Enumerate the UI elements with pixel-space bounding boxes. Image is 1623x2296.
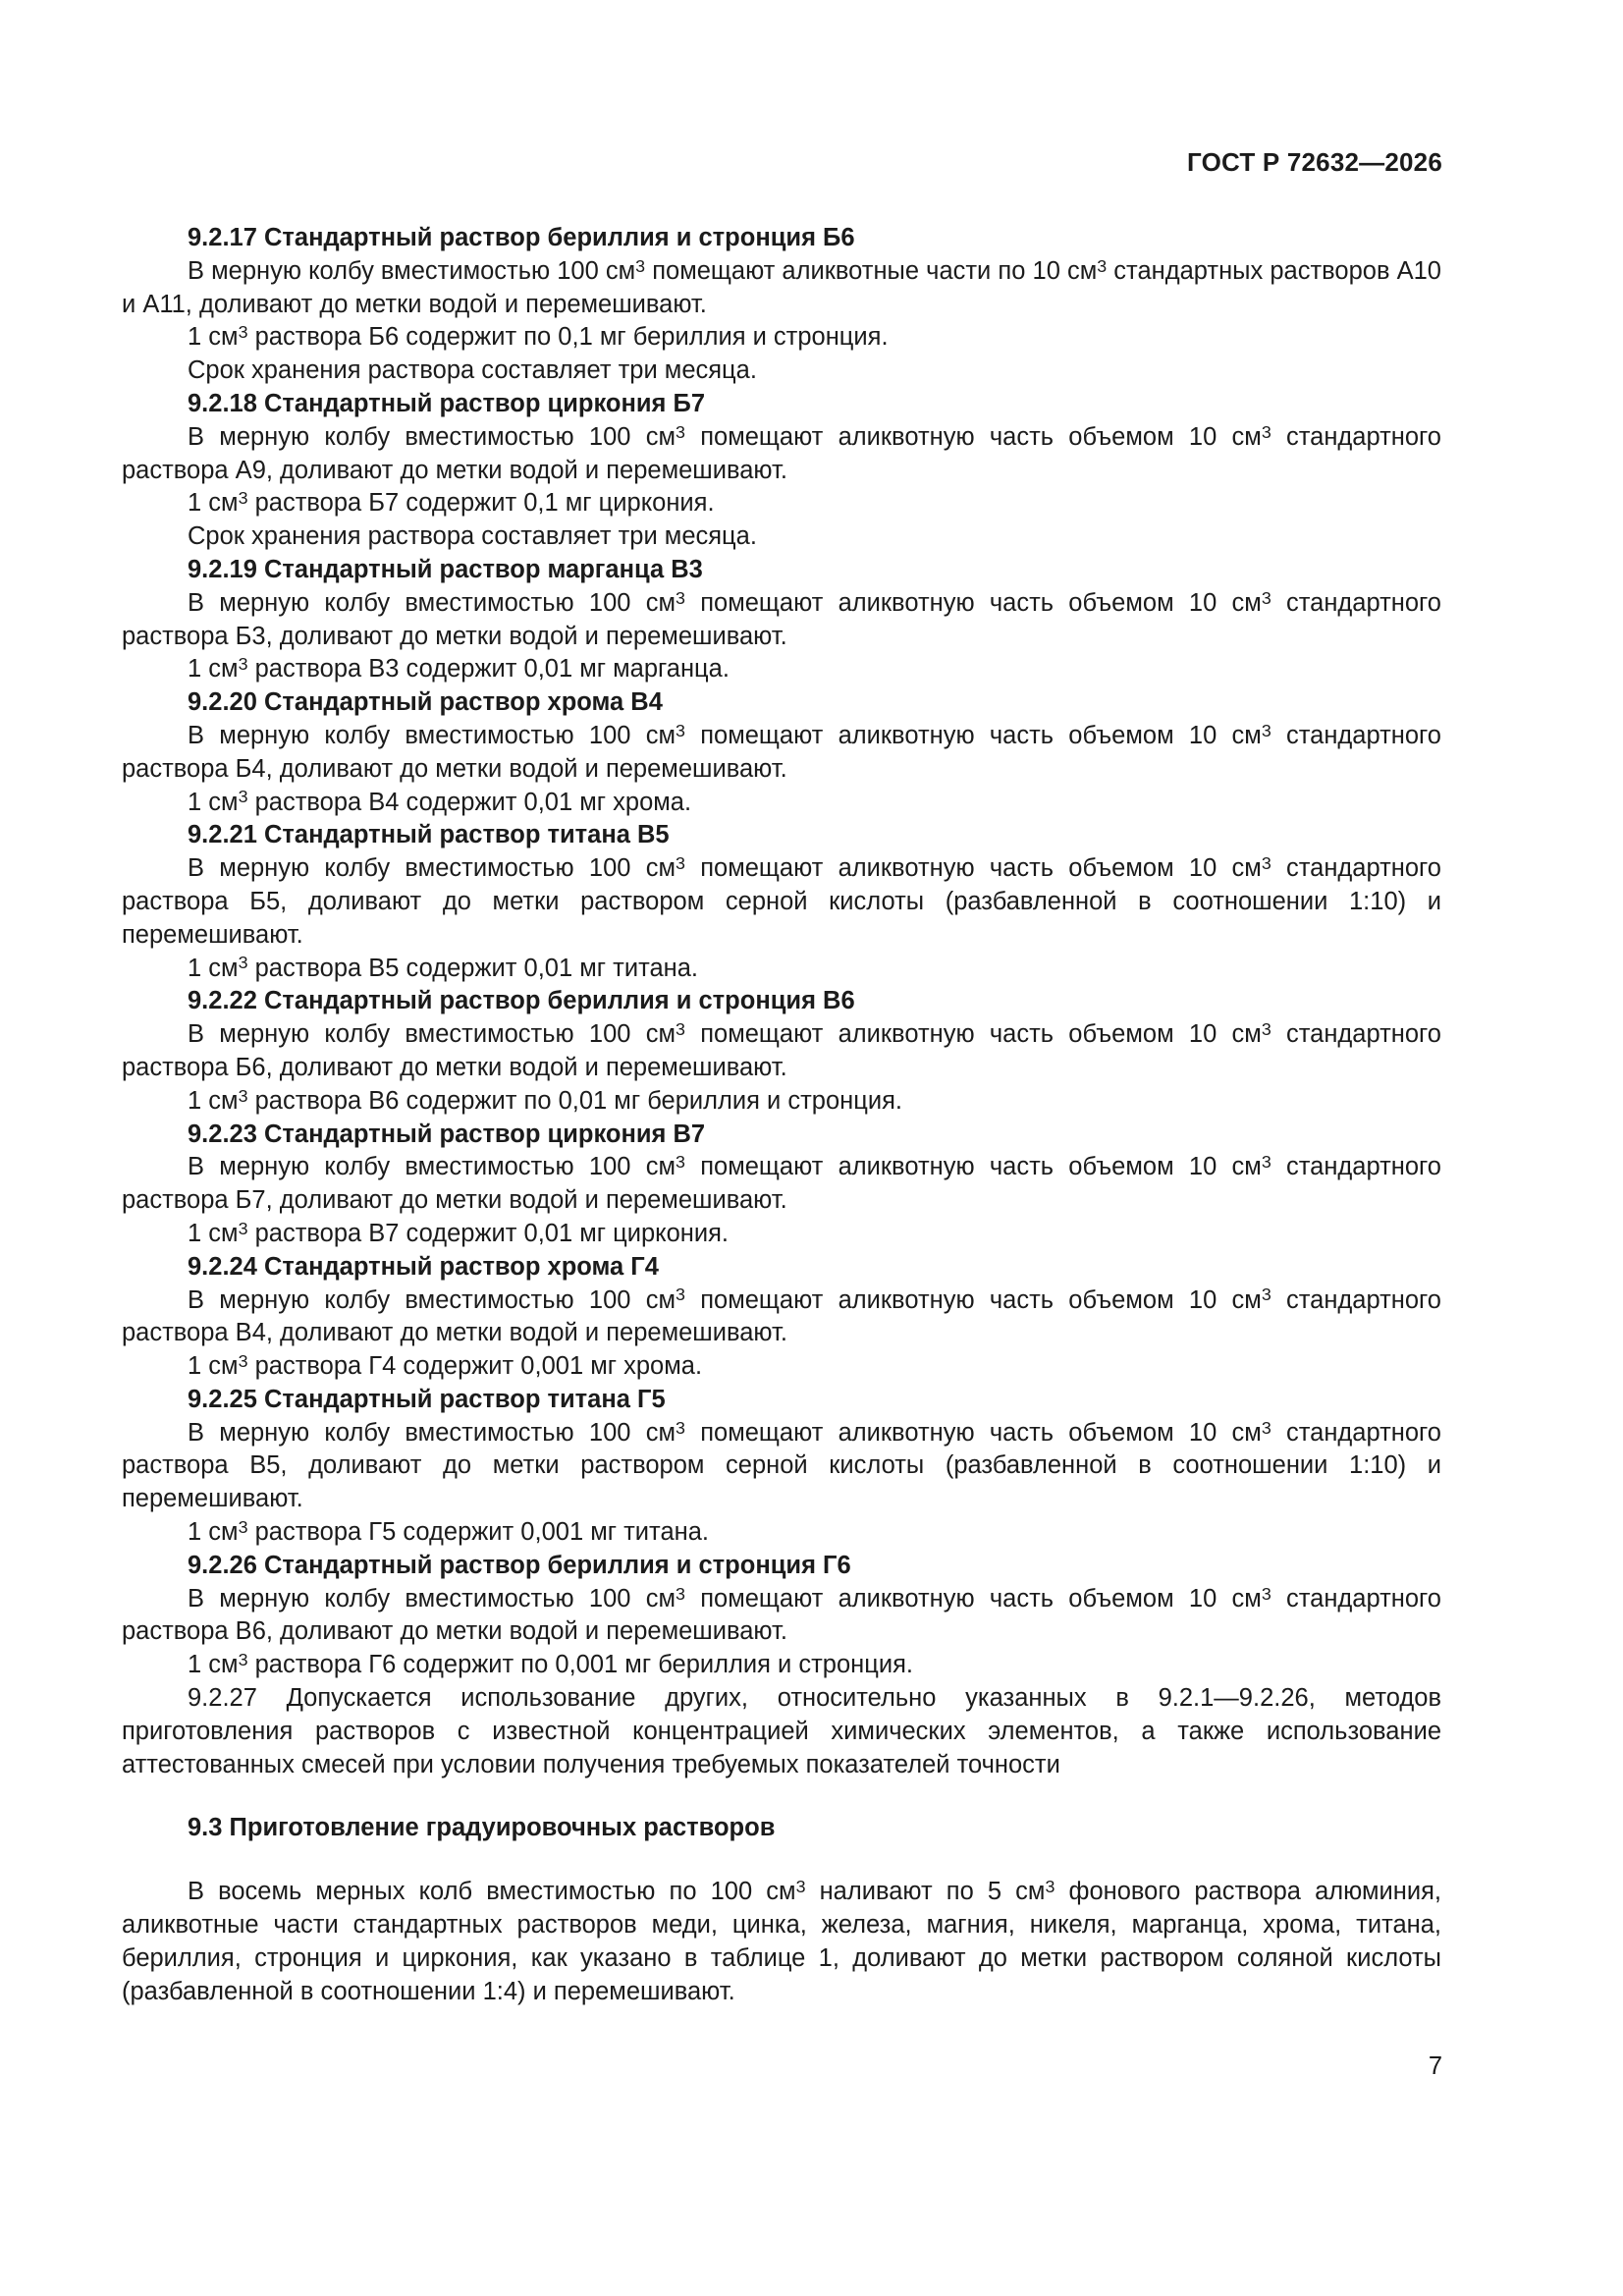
text-run: раствора Б6 содержит по 0,1 мг бериллия и стронция. — [247, 323, 889, 352]
body-paragraph — [122, 1682, 1441, 1781]
text-run: 1 см — [188, 489, 239, 518]
subsection-heading: 9.2.22 Стандартный раствор бериллия и стронция В6 — [188, 987, 855, 1015]
body-paragraph — [122, 587, 1441, 654]
body-paragraph — [122, 421, 1441, 488]
superscript: 3 — [238, 953, 248, 973]
text-run: помещают аликвотную часть объемом 10 см — [684, 422, 1262, 451]
body-paragraph — [122, 1218, 1441, 1251]
superscript: 3 — [1045, 1877, 1055, 1897]
body-paragraph — [122, 653, 1441, 686]
superscript: 3 — [238, 1350, 248, 1371]
superscript: 3 — [795, 1877, 806, 1897]
document-body — [122, 222, 1441, 2008]
text-run: В мерную колбу вместимостью 100 см — [188, 721, 676, 749]
text-run: стандартного раствора В4, доливают до метки водой и перемешивают. — [122, 1285, 1441, 1347]
text-run: помещают аликвотную часть объемом 10 см — [684, 1418, 1262, 1447]
body-paragraph — [122, 1018, 1441, 1085]
text-run: наливают по 5 см — [805, 1878, 1046, 1906]
text-run: 1 см — [188, 1352, 239, 1381]
superscript: 3 — [238, 787, 248, 807]
text-run: раствора В5 содержит 0,01 мг титана. — [247, 954, 698, 982]
subsection-heading: 9.2.24 Стандартный раствор хрома Г4 — [188, 1252, 659, 1281]
superscript: 3 — [238, 488, 248, 509]
body-paragraph — [122, 1085, 1441, 1119]
subsection-heading: 9.2.26 Стандартный раствор бериллия и стронция Г6 — [188, 1551, 851, 1579]
subsection-heading: 9.2.25 Стандартный раствор титана Г5 — [188, 1385, 666, 1413]
superscript: 3 — [1261, 853, 1271, 874]
subsection-heading: 9.2.17 Стандартный раствор бериллия и стронция Б6 — [188, 224, 855, 251]
text-run: помещают аликвотную часть объемом 10 см — [684, 1020, 1262, 1049]
text-run: стандартного раствора А9, доливают до метки водой и перемешивают. — [122, 422, 1441, 484]
superscript: 3 — [1261, 587, 1271, 608]
text-run: стандартного раствора Б3, доливают до метки водой и перемешивают. — [122, 588, 1441, 650]
superscript: 3 — [238, 1218, 248, 1238]
superscript: 3 — [238, 1650, 248, 1670]
text-run: помещают аликвотную часть объемом 10 см — [684, 1285, 1262, 1314]
text-run: 1 см — [188, 1518, 239, 1547]
superscript: 3 — [1097, 255, 1108, 276]
superscript: 3 — [1261, 720, 1271, 740]
text-run: раствора Б7 содержит 0,1 мг циркония. — [247, 489, 715, 518]
text-run: стандартного раствора Б5, доливают до метки раствором серной кислоты (разбавленной в соотношении 1:10) и перемешивают. — [122, 854, 1441, 949]
text-run: раствора Г6 содержит по 0,001 мг бериллия и стронция. — [247, 1651, 913, 1679]
superscript: 3 — [1261, 1019, 1271, 1039]
text-run: стандартных растворов А10 и А11, доливают до метки водой и перемешивают. — [122, 256, 1441, 318]
superscript: 3 — [238, 322, 248, 343]
superscript: 3 — [676, 720, 685, 740]
superscript: 3 — [676, 421, 685, 442]
text-run: В мерную колбу вместимостью 100 см — [188, 854, 676, 883]
text-run: помещают аликвотную часть объемом 10 см — [684, 854, 1262, 883]
body-paragraph — [122, 852, 1441, 952]
superscript: 3 — [238, 654, 248, 675]
body-paragraph — [122, 1151, 1441, 1218]
text-run: раствора В4 содержит 0,01 мг хрома. — [247, 788, 692, 816]
text-run: Срок хранения раствора составляет три месяца. — [188, 522, 757, 551]
superscript: 3 — [238, 1085, 248, 1106]
text-run: 1 см — [188, 954, 239, 982]
body-paragraph — [122, 1649, 1441, 1682]
text-run: фонового раствора алюминия, аликвотные части стандартных растворов меди, цинка, железа, магния, никеля, марганца, хрома, титана, бериллия, стронция и циркония, как указано в таблице 1, доливают до метки раствором соляной кислоты (разбавленной в соотношении 1:4) и перемешивают. — [122, 1878, 1441, 2005]
body-paragraph — [122, 1516, 1441, 1550]
text-run: стандартного раствора Б7, доливают до метки водой и перемешивают. — [122, 1153, 1441, 1215]
text-run: раствора Г4 содержит 0,001 мг хрома. — [247, 1352, 703, 1381]
page-number: 7 — [1428, 2052, 1442, 2080]
subsection-heading: 9.2.21 Стандартный раствор титана В5 — [188, 821, 670, 849]
superscript: 3 — [1261, 1583, 1271, 1604]
superscript: 3 — [1261, 1285, 1271, 1305]
text-run: помещают аликвотные части по 10 см — [645, 256, 1098, 285]
document-id-header: ГОСТ Р 72632—2026 — [1187, 147, 1442, 177]
text-run: 1 см — [188, 1219, 239, 1247]
superscript: 3 — [676, 1152, 685, 1173]
text-run: 9.2.27 Допускается использование других, относительно указанных в 9.2.1—9.2.26, методов приготовления растворов с известной концентрацией химических элементов, а также использование аттестованных смесей при условии получения требуемых показателей точности — [122, 1684, 1441, 1778]
text-run: В мерную колбу вместимостью 100 см — [188, 1020, 676, 1049]
superscript: 3 — [676, 1583, 685, 1604]
body-paragraph — [122, 255, 1441, 322]
section-heading: 9.3 Приготовление градуировочных растворов — [188, 1814, 776, 1842]
text-run: стандартного раствора Б4, доливают до метки водой и перемешивают. — [122, 721, 1441, 783]
body-paragraph — [122, 1583, 1441, 1650]
text-run: раствора В7 содержит 0,01 мг циркония. — [247, 1219, 730, 1247]
text-run: В мерную колбу вместимостью 100 см — [188, 422, 676, 451]
body-paragraph — [122, 787, 1441, 820]
text-run: 1 см — [188, 323, 239, 352]
body-paragraph — [122, 1876, 1441, 2008]
text-run: В мерную колбу вместимостью 100 см — [188, 588, 676, 617]
superscript: 3 — [1261, 1417, 1271, 1438]
body-paragraph — [122, 1285, 1441, 1351]
subsection-heading: 9.2.18 Стандартный раствор циркония Б7 — [188, 389, 705, 417]
text-run: раствора Г5 содержит 0,001 мг титана. — [247, 1518, 709, 1547]
text-run: В восемь мерных колб вместимостью по 100 см — [188, 1878, 796, 1906]
subsection-heading: 9.2.23 Стандартный раствор циркония В7 — [188, 1120, 706, 1148]
text-run: 1 см — [188, 788, 239, 816]
superscript: 3 — [238, 1516, 248, 1537]
text-run: В мерную колбу вместимостью 100 см — [188, 1584, 676, 1613]
body-paragraph — [122, 520, 1441, 554]
subsection-heading: 9.2.19 Стандартный раствор марганца В3 — [188, 555, 703, 583]
text-run: помещают аликвотную часть объемом 10 см — [684, 1584, 1262, 1613]
text-run: помещают аликвотную часть объемом 10 см — [684, 1153, 1262, 1181]
superscript: 3 — [676, 1019, 685, 1039]
text-run: В мерную колбу вместимостью 100 см — [188, 256, 636, 285]
superscript: 3 — [635, 255, 646, 276]
text-run: 1 см — [188, 1651, 239, 1679]
superscript: 3 — [676, 853, 685, 874]
body-paragraph — [122, 487, 1441, 520]
superscript: 3 — [676, 1285, 685, 1305]
text-run: раствора В3 содержит 0,01 мг марганца. — [247, 655, 730, 683]
subsection-heading: 9.2.20 Стандартный раствор хрома В4 — [188, 688, 663, 717]
text-run: стандартного раствора Б6, доливают до метки водой и перемешивают. — [122, 1020, 1441, 1081]
text-run: В мерную колбу вместимостью 100 см — [188, 1418, 676, 1447]
body-paragraph — [122, 355, 1441, 388]
text-run: стандартного раствора В6, доливают до метки водой и перемешивают. — [122, 1584, 1441, 1646]
text-run: В мерную колбу вместимостью 100 см — [188, 1153, 676, 1181]
text-run: 1 см — [188, 1086, 239, 1115]
text-run: 1 см — [188, 655, 239, 683]
superscript: 3 — [1261, 421, 1271, 442]
superscript: 3 — [1261, 1152, 1271, 1173]
body-paragraph — [122, 1417, 1441, 1516]
text-run: помещают аликвотную часть объемом 10 см — [684, 588, 1262, 617]
body-paragraph — [122, 720, 1441, 787]
body-paragraph — [122, 321, 1441, 355]
text-run: Срок хранения раствора составляет три месяца. — [188, 356, 757, 385]
text-run: помещают аликвотную часть объемом 10 см — [684, 721, 1262, 749]
body-paragraph — [122, 1350, 1441, 1384]
text-run: стандартного раствора В5, доливают до метки раствором серной кислоты (разбавленной в соотношении 1:10) и перемешивают. — [122, 1418, 1441, 1513]
body-paragraph — [122, 953, 1441, 986]
superscript: 3 — [676, 587, 685, 608]
text-run: раствора В6 содержит по 0,01 мг бериллия и стронция. — [247, 1086, 902, 1115]
text-run: В мерную колбу вместимостью 100 см — [188, 1285, 676, 1314]
superscript: 3 — [676, 1417, 685, 1438]
